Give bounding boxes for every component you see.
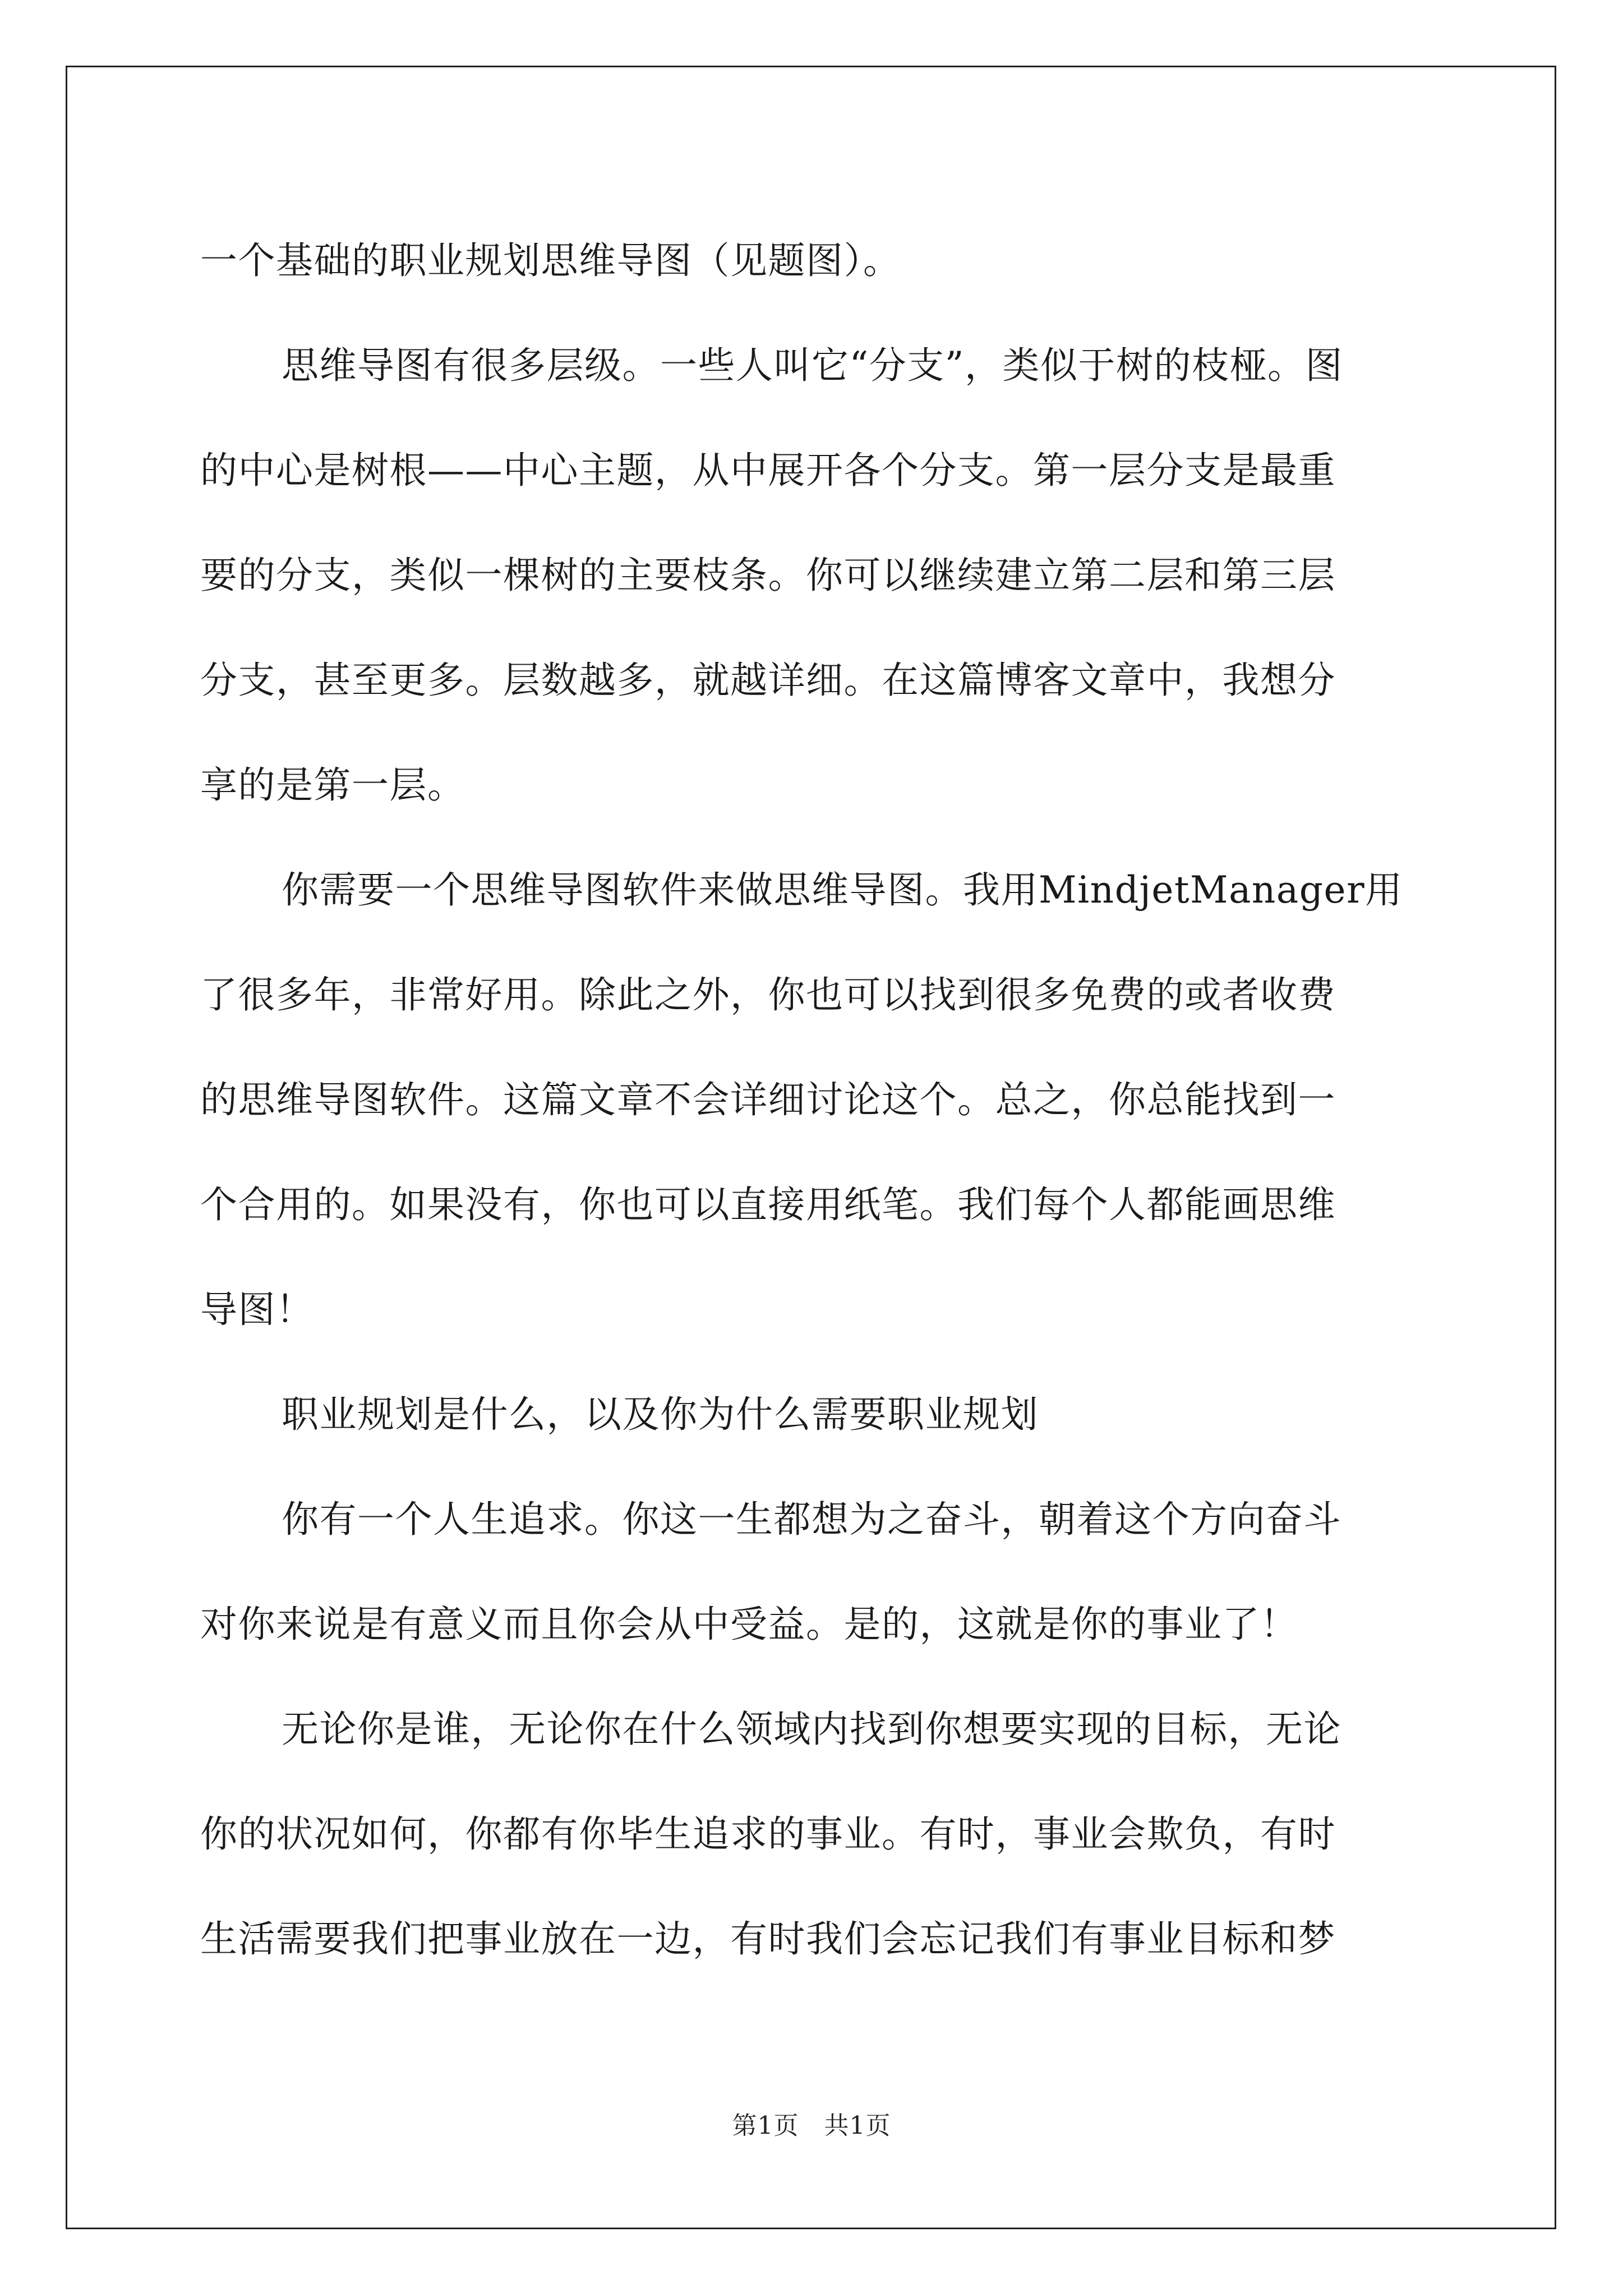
text-line: 思维导图有很多层级。一些人叫它“分支”，类似于树的枝桠。图 <box>282 344 1343 387</box>
text-line: 要的分支，类似一棵树的主要枝条。你可以继续建立第二层和第三层 <box>200 554 1336 597</box>
text-line: 的中心是树根——中心主题，从中展开各个分支。第一层分支是最重 <box>200 449 1336 492</box>
text-line: 享的是第一层。 <box>200 763 465 807</box>
page-number-footer: 第1页 共1页 <box>732 2111 891 2140</box>
text-line: 个合用的。如果没有，你也可以直接用纸笔。我们每个人都能画思维 <box>200 1183 1336 1226</box>
text-line: 生活需要我们把事业放在一边，有时我们会忘记我们有事业目标和梦 <box>200 1917 1336 1961</box>
text-line: 你的状况如何，你都有你毕生追求的事业。有时，事业会欺负，有时 <box>200 1812 1336 1856</box>
text-line: 你有一个人生追求。你这一生都想为之奋斗，朝着这个方向奋斗 <box>282 1498 1341 1541</box>
text-line: 你需要一个思维导图软件来做思维导图。我用MindjetManager用 <box>282 868 1403 912</box>
text-line: 一个基础的职业规划思维导图（见题图）。 <box>200 239 901 282</box>
text-line: 了很多年，非常好用。除此之外，你也可以找到很多免费的或者收费 <box>200 973 1336 1016</box>
text-line: 无论你是谁，无论你在什么领域内找到你想要实现的目标，无论 <box>282 1708 1341 1751</box>
text-line: 导图！ <box>200 1288 314 1331</box>
text-line: 对你来说是有意义而且你会从中受益。是的，这就是你的事业了！ <box>200 1603 1298 1646</box>
text-line: 的思维导图软件。这篇文章不会详细讨论这个。总之，你总能找到一 <box>200 1078 1336 1121</box>
document-body <box>200 208 1434 1991</box>
section-heading: 职业规划是什么，以及你为什么需要职业规划 <box>282 1393 1039 1436</box>
text-line: 分支，甚至更多。层数越多，就越详细。在这篇博客文章中，我想分 <box>200 659 1336 702</box>
